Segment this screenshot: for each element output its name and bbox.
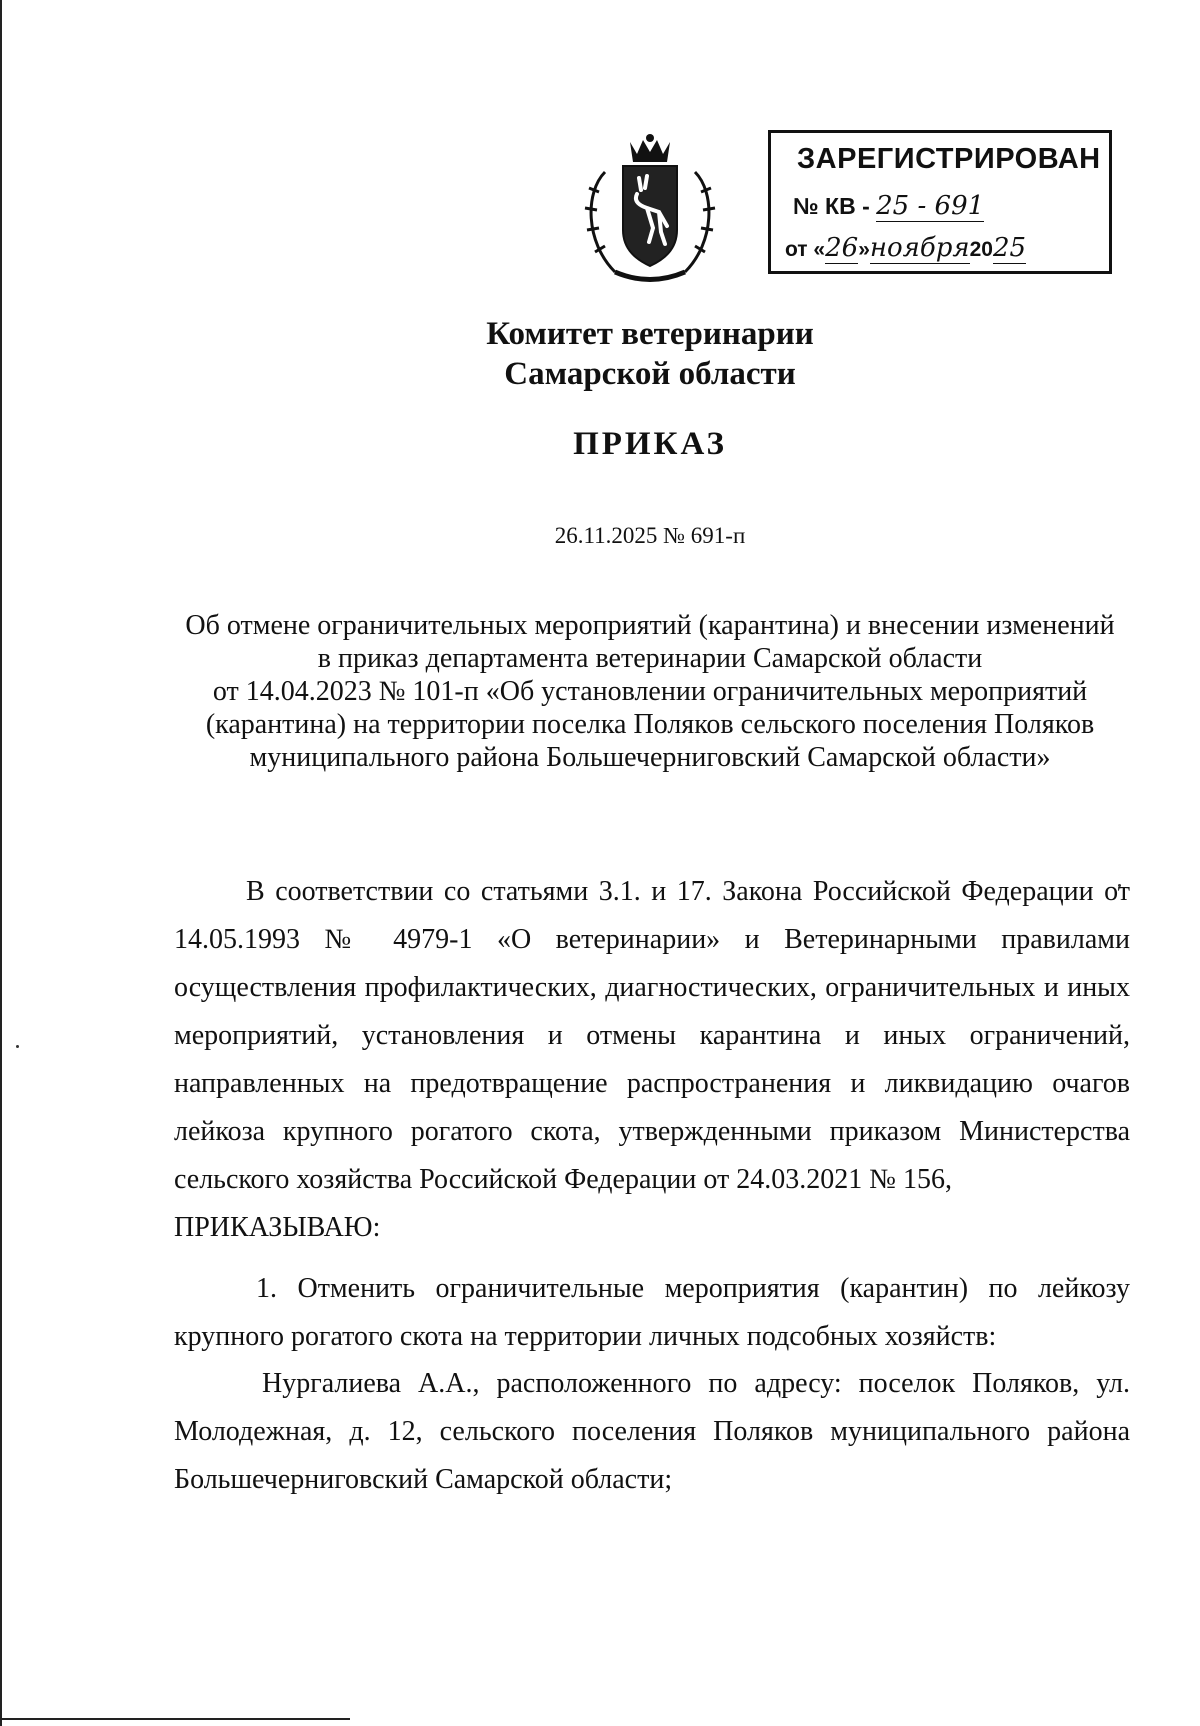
footer-rule xyxy=(0,1718,350,1720)
subject-line-2: в приказ департамента ветеринарии Самарской области xyxy=(317,643,983,674)
organization-name xyxy=(150,314,1150,394)
stamp-day-close: » xyxy=(858,238,870,261)
coat-of-arms-icon xyxy=(575,132,725,287)
stamp-number-handwritten: 25 - 691 xyxy=(876,191,985,221)
scan-speck xyxy=(16,1045,19,1048)
stamp-number-prefix: № КВ - xyxy=(793,193,870,219)
subject-line-3: от 14.04.2023 № 101-п «Об установлении ограничительных мероприятий xyxy=(212,676,1088,707)
org-line-1: Комитет ветеринарии xyxy=(486,316,814,352)
stamp-title: ЗАРЕГИСТРИРОВАН xyxy=(797,143,1101,175)
stamp-date-row xyxy=(785,233,1026,264)
preamble-paragraph xyxy=(174,868,1130,1252)
stamp-day-handwritten: 26 xyxy=(825,233,859,263)
item-1-paragraph: 1. Отменить ограничительные мероприятия (карантин) по лейкозу крупного рогатого скота на территории личных подсобных хозяйств: xyxy=(174,1273,1130,1352)
document-number: 26.11.2025 № 691-п xyxy=(554,523,746,548)
stamp-year-handwritten: 25 xyxy=(992,233,1027,263)
stamp-number-row xyxy=(793,191,984,222)
document-subject xyxy=(150,609,1150,774)
subject-line-5: муниципального района Большечерниговский Самарской области» xyxy=(249,742,1051,773)
registration-stamp xyxy=(768,130,1112,274)
subject-line-1: Об отмене ограничительных мероприятий (карантина) и внесении изменений xyxy=(185,610,1115,641)
stamp-year-prefix: 20 xyxy=(969,238,993,261)
stamp-month-handwritten: ноября xyxy=(869,233,970,263)
subject-line-4: (карантина) на территории поселка Поляков сельского поселения Поляков xyxy=(205,709,1095,740)
preamble-text: В соответствии со статьями 3.1. и 17. Закона Российской Федерации от 14.05.1993 № 4979-1 «О ветеринарии» и Ветеринарными правилами осуществления профилактических, диагностических, ограничительных и иных мероприятий, установления и отмены карантина и иных ограничений, направленных на предотвращение распространения и ликвидацию очагов лейкоза крупного рогатого скота, утвержденными приказом Министерства сельского хозяйства Российской Федерации от 24.03.2021 № 156, xyxy=(174,876,1130,1195)
stamp-date-prefix: от « xyxy=(785,238,826,261)
order-word: ПРИКАЗЫВАЮ: xyxy=(174,1212,381,1243)
document-type: ПРИКАЗ xyxy=(573,426,727,462)
item-1-farm-paragraph: Нургалиева А.А., расположенного по адресу: поселок Поляков, ул. Молодежная, д. 12, сельского поселения Поляков муниципального района Большечерниговский Самарской области; xyxy=(174,1368,1130,1495)
org-line-2: Самарской области xyxy=(504,356,796,392)
page-edge-line xyxy=(0,0,2,1726)
